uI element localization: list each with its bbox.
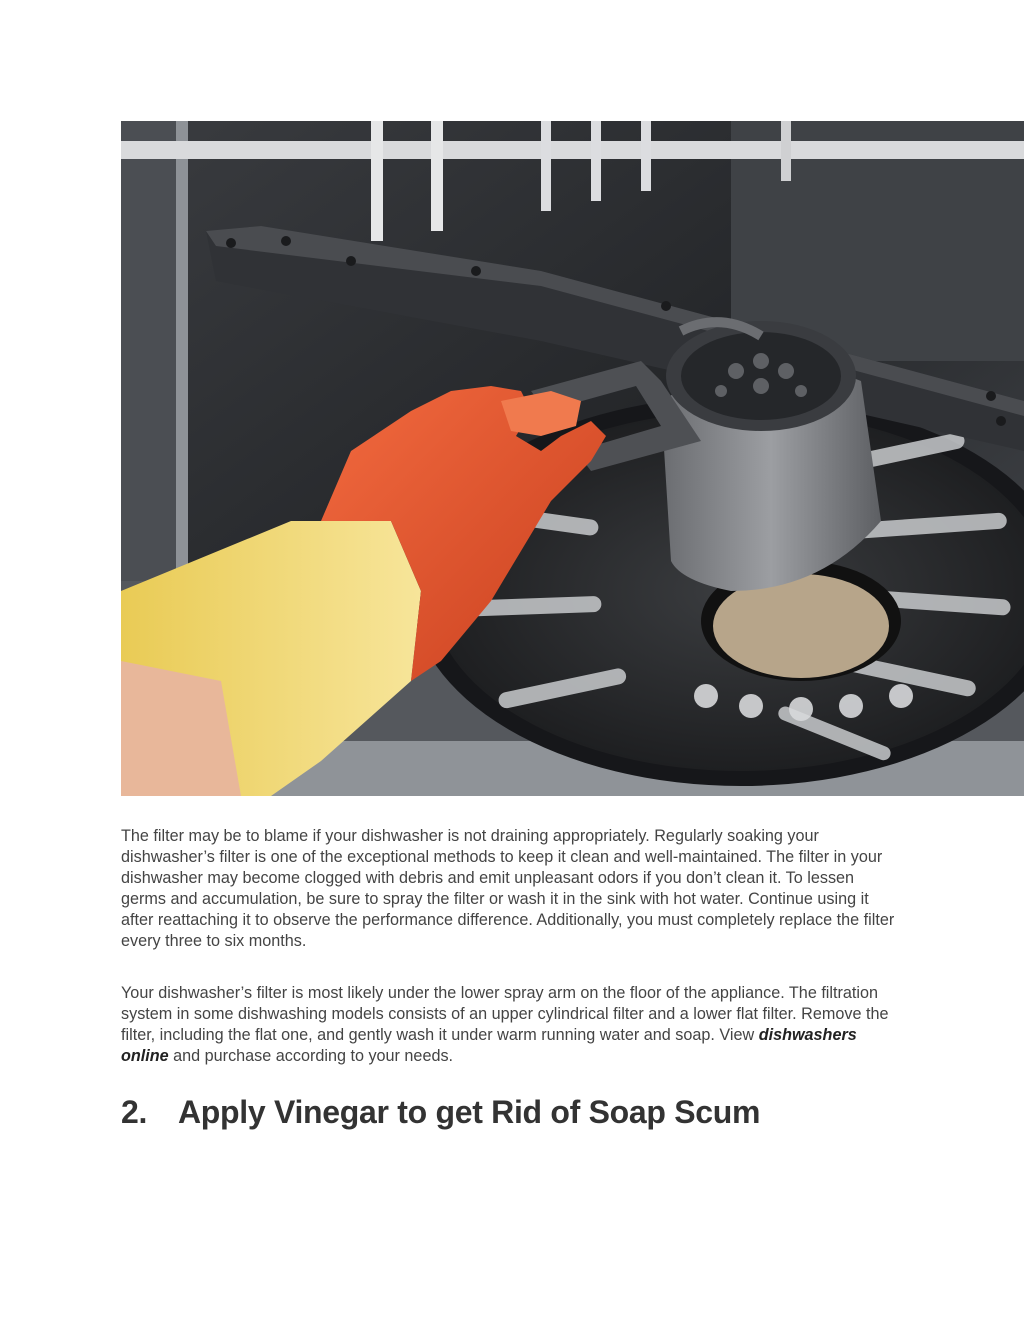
paragraph-2-text-after: and purchase according to your needs. xyxy=(168,1047,454,1065)
section-heading-text: Apply Vinegar to get Rid of Soap Scum xyxy=(178,1094,761,1130)
body-paragraph-2 xyxy=(121,983,901,1067)
dishwashers-online-link[interactable]: dishwashers online xyxy=(121,1026,857,1065)
body-paragraph-1: The filter may be to blame if your dishwasher is not draining appropriately. Regularly soaking your dishwasher’s filter is one of the exceptional methods to keep it clean and well-maintained. The filter in your dishwasher may become clogged with debris and emit unpleasant odors if you don’t clean it. To lessen germs and accumulation, be sure to spray the filter or wash it in the sink with hot water. Continue using it after reattaching it to observe the performance difference. Additionally, you must completely replace the filter every three to six months. xyxy=(121,827,895,950)
section-heading xyxy=(121,1094,1001,1131)
dishwasher-filter-photo xyxy=(121,121,1024,796)
paragraph-2-text-before: Your dishwasher’s filter is most likely under the lower spray arm on the floor of the appliance. The filtration system in some dishwashing models consists of an upper cylindrical filter and a lower flat filter. Remove the filter, including the flat one, and gently wash it under warm running water and soap. View xyxy=(121,984,889,1044)
section-heading-number: 2. xyxy=(121,1094,148,1130)
